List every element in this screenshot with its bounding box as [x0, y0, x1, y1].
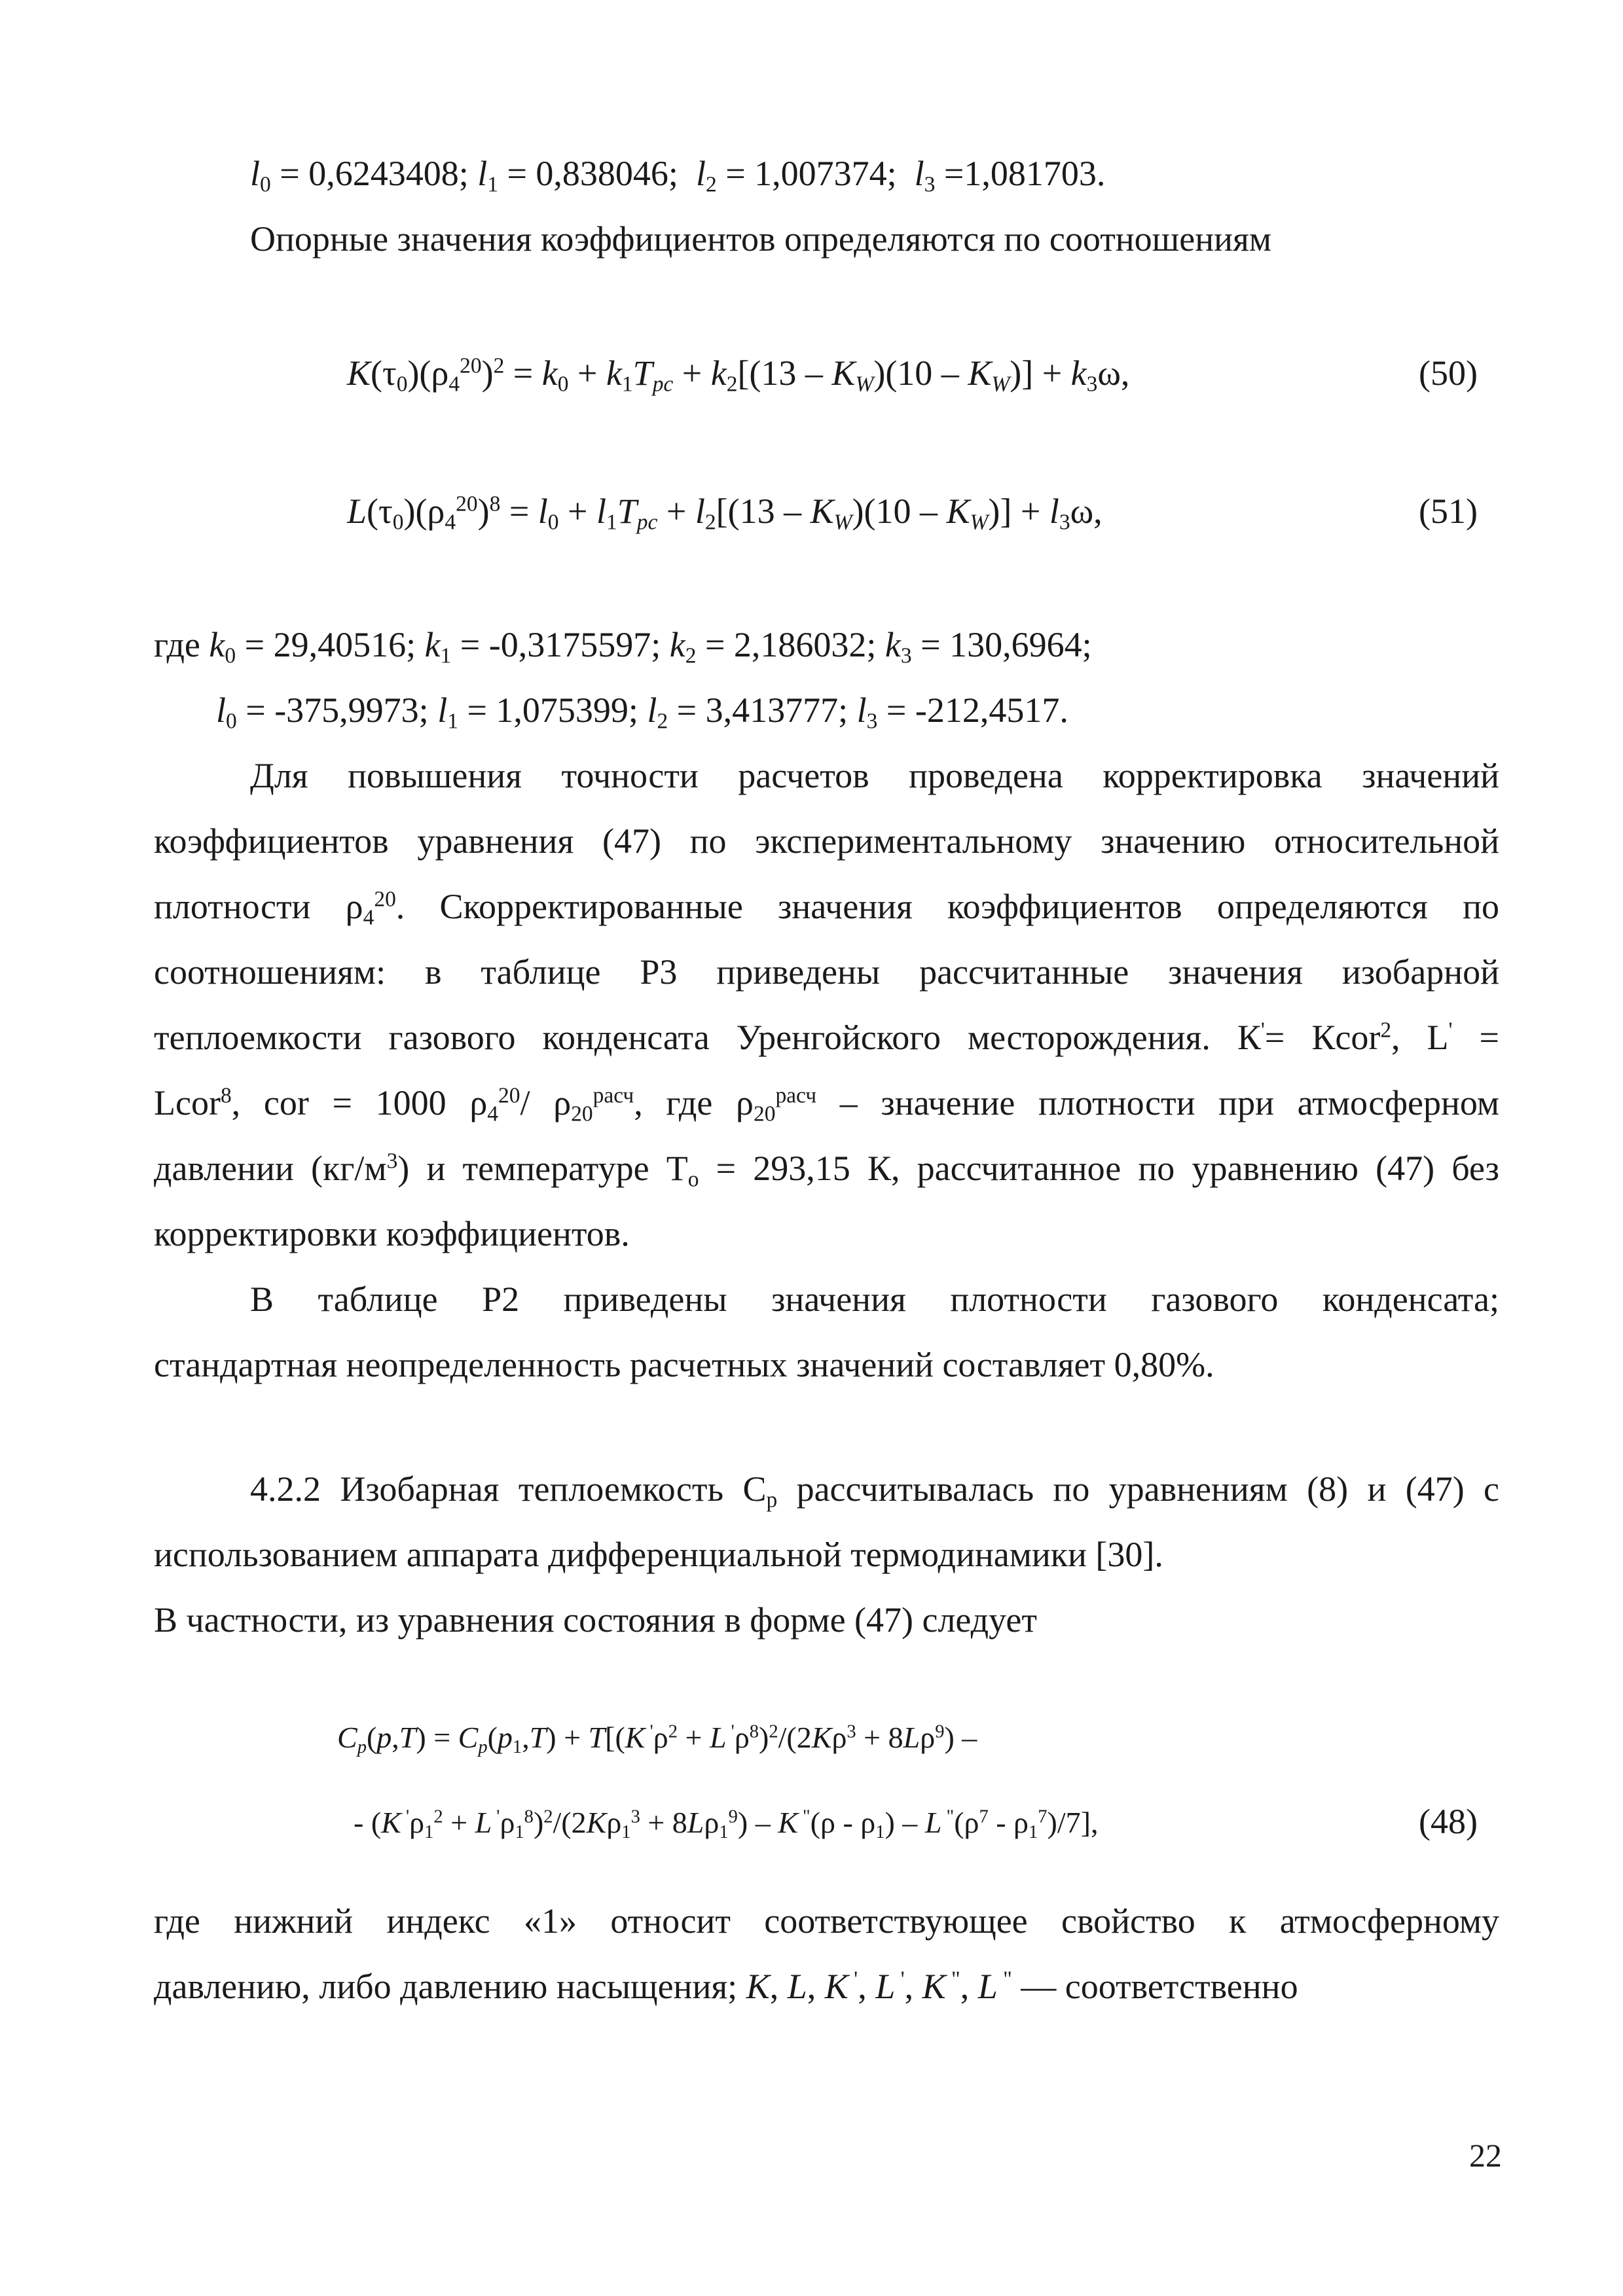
- section-line3: В частности, из уравнения состояния в форме (47) следует: [154, 1600, 1037, 1640]
- para1-line6: Lcor$^8$, cor = 1000 $\rho_4^{20}/$ $\rho_{20}^{расч}$, где $\rho_{20}^{расч}$ – значение плотности при атмосферном: [154, 1083, 1499, 1126]
- para3-line1: где нижний индекс «1» относит соответствующее свойство к атмосферному: [154, 1901, 1499, 1941]
- section-line2: использованием аппарата дифференциальной термодинамики [30].: [154, 1535, 1163, 1574]
- para1-line4: соотношениям: в таблице Р3 приведены рассчитанные значения изобарной: [154, 952, 1499, 992]
- para1-line5: теплоемкости газового конденсата Уренгойского месторождения. К'= Кcor$^2$, L' =: [154, 1018, 1499, 1057]
- equation-51: $L(\tau_0)(\rho_4^{20})^8 = l_0 + l_1T_{pc} + l_2[(13 - K_W)(10 - K_W)] + l_3\omega$,: [347, 492, 1103, 535]
- para1-line3: плотности $\rho_4^{20}$. Скорректированные значения коэффициентов определяются по: [154, 887, 1499, 930]
- equation-48-number: (48): [1419, 1802, 1478, 1841]
- para1-line7: давлении $(кг/м^3)$ и температуре $Т_о = 293,15$ К, рассчитанное по уравнению (47) без: [154, 1149, 1499, 1192]
- para3-line2: давлению, либо давлению насыщения; K, L, K ', L ', K ", L " — соответственно: [154, 1967, 1298, 2006]
- para1-line2: коэффициентов уравнения (47) по экспериментальному значению относительной: [154, 821, 1499, 861]
- para1-line1: Для повышения точности расчетов проведена корректировка значений: [250, 756, 1499, 795]
- equation-51-number: (51): [1419, 492, 1478, 531]
- where-k-line: где $k_0 = 29,40516$; $k_1 = -0,3175597$; $k_2 = 2,186032$; $k_3 = 130,6964$;: [154, 625, 1092, 668]
- section-line1: 4.2.2 Изобарная теплоемкость $С_р$ рассчитывалась по уравнениям (8) и (47) с: [250, 1469, 1500, 1513]
- where-l-line: $l_0 = -375,9973$; $l_1 = 1,075399$; $l_2 = 3,413777$; $l_3 = -212,4517$.: [216, 691, 1068, 734]
- para1-line8: корректировки коэффициентов.: [154, 1214, 630, 1253]
- equation-48-line1: $C_p(p,T) = C_p(p_1,T) + T[(K$ $'\rho^2 + L$ $'\rho^8)^2/(2K\rho^3 + 8L\rho^9)$ –: [337, 1721, 977, 1757]
- para2-line1: В таблице Р2 приведены значения плотности газового конденсата;: [250, 1280, 1499, 1319]
- para2-line2: стандартная неопределенность расчетных значений составляет 0,80%.: [154, 1345, 1214, 1384]
- intro-line: Опорные значения коэффициентов определяются по соотношениям: [250, 219, 1272, 259]
- l-coefficients-line: $l_0 = 0,6243408$; $l_1 = 0,838046$; $l_2 = 1,007374$; $l_3 =1,081703$.: [250, 154, 1106, 197]
- equation-48-line2: - (K $'\rho_1^2 + L$ $'\rho_1^8)^2/(2K\rho_1^3 + 8L\rho_1^9) - K$ $^"(\rho - \rho_1)$ – L $^"(\rho^7 - \rho_1^7)/7$],: [354, 1806, 1099, 1842]
- equation-50-number: (50): [1419, 353, 1478, 393]
- page-number: 22: [1469, 2137, 1502, 2174]
- equation-50: $K(\tau_0)(\rho_4^{20})^2 = k_0 + k_1T_{pc} + k_2[(13 - K_W)(10 - K_W)] + k_3\omega$,: [347, 353, 1130, 397]
